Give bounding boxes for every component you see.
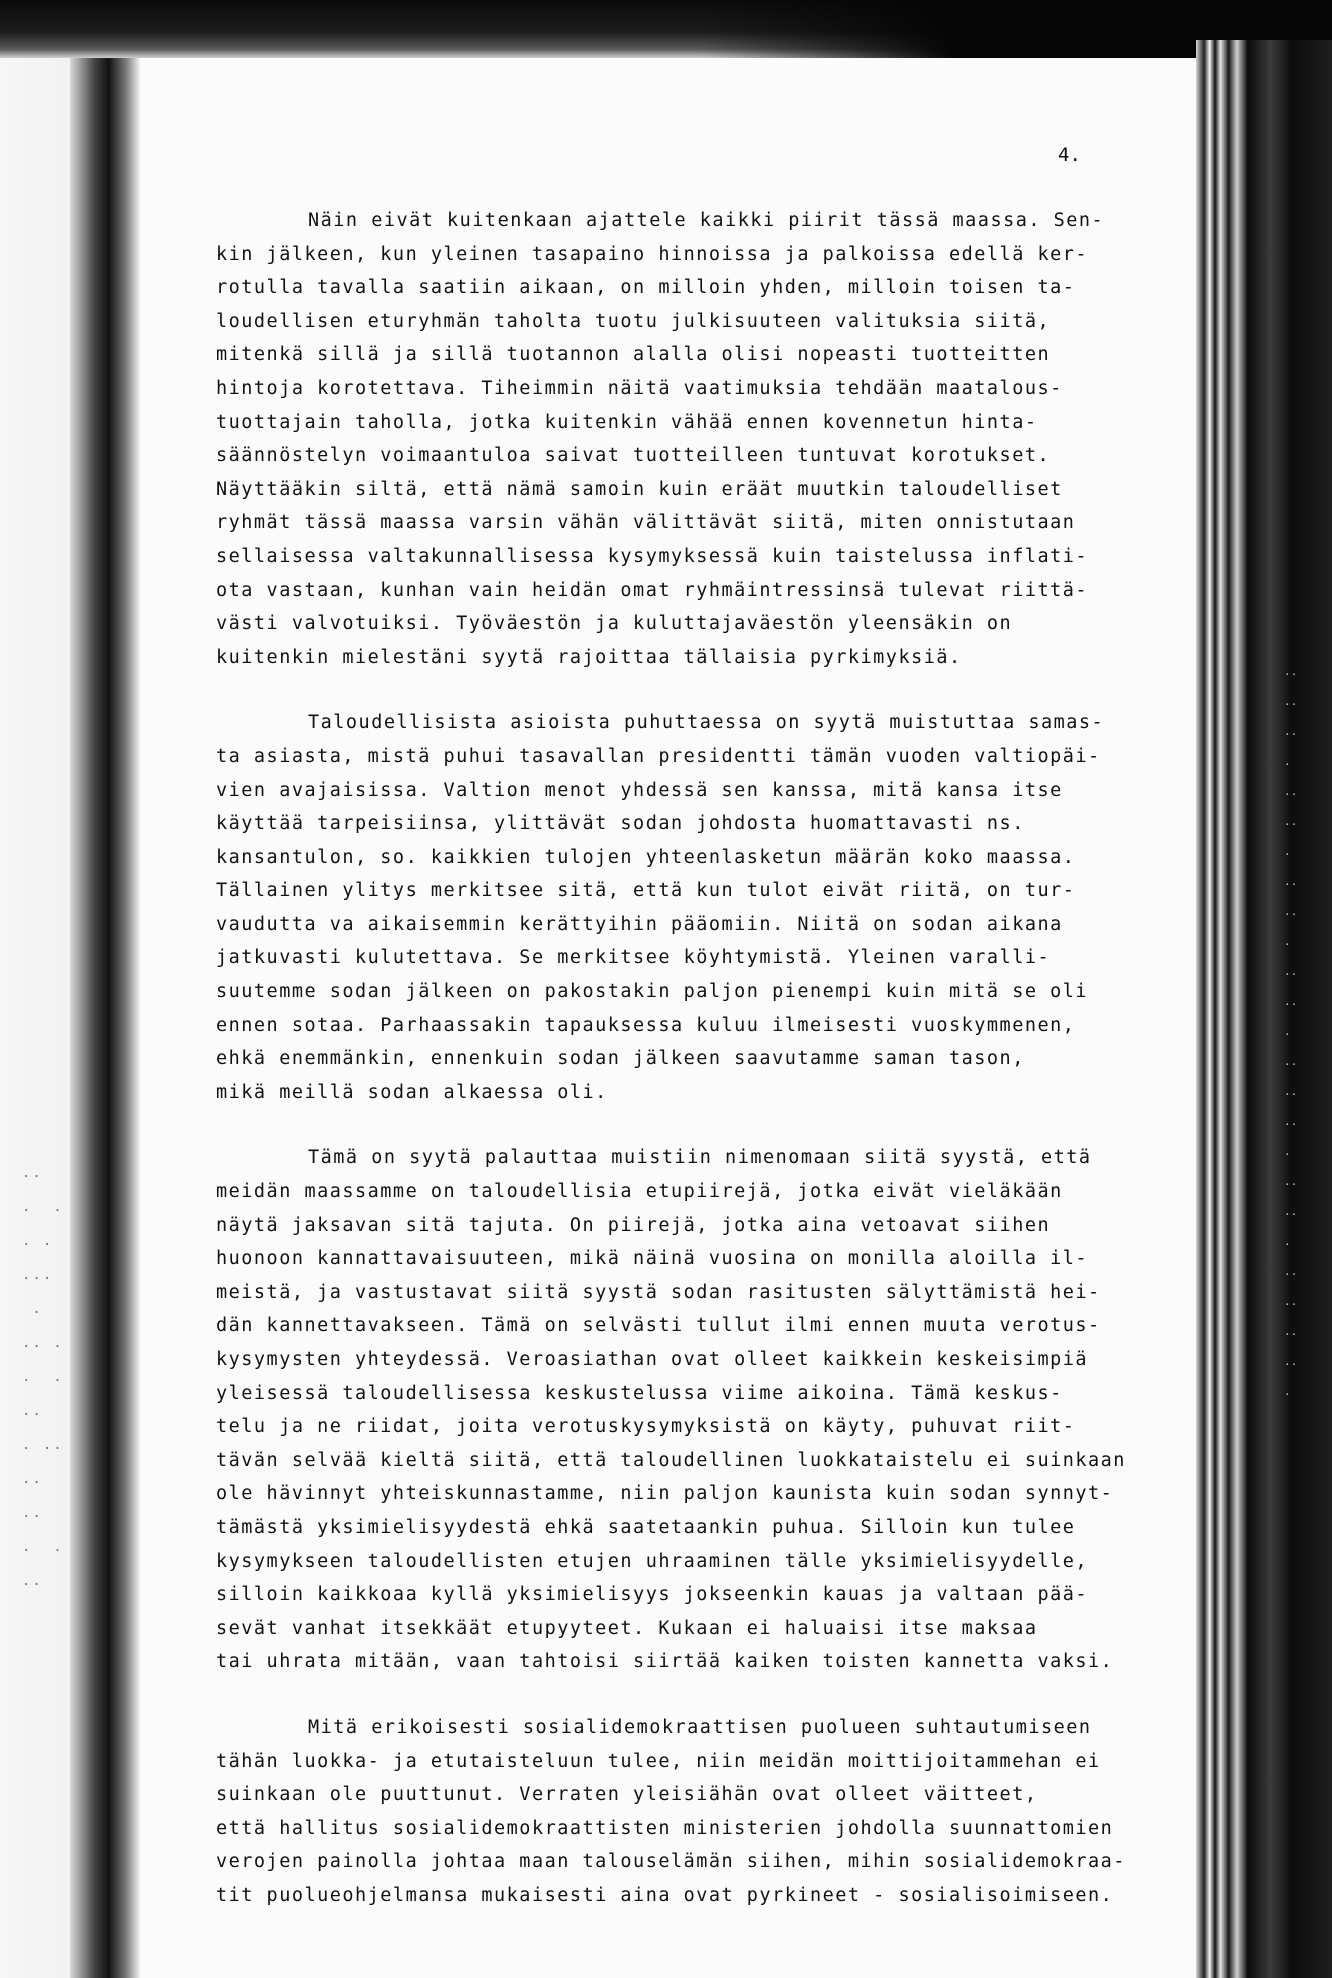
text-line: tähän luokka- ja etutaisteluun tulee, niin meidän moittijoitammehan ei	[216, 1750, 1101, 1772]
text-line: telu ja ne riidat, joita verotuskysymyksistä on käyty, puhuvat riit-	[216, 1416, 1076, 1438]
text-line: vaudutta va aikaisemmin kerättyihin pääomiin. Niitä on sodan aikana	[216, 913, 1063, 935]
scan-top-shadow	[0, 0, 1332, 58]
text-line: kuitenkin mielestäni syytä rajoittaa tällaisia pyrkimyksiä.	[216, 646, 962, 668]
text-line: kysymysten yhteydessä. Veroasiathan ovat olleet kaikkein keskeisimpiä	[216, 1349, 1089, 1370]
paragraph-gap	[216, 1679, 1136, 1711]
text-line: ole hävinnyt yhteiskunnastamme, niin paljon kaunista kuin sodan synnyt-	[216, 1483, 1114, 1505]
text-line: tämästä yksimielisyydestä ehkä saatetaankin puhua. Silloin kun tulee	[216, 1516, 1076, 1538]
text-line: ta asiasta, mistä puhui tasavallan presidentti tämän vuoden valtiopäi-	[216, 745, 1101, 767]
text-line: käyttää tarpeisiinsa, ylittävät sodan johdosta huomattavasti ns.	[216, 813, 1025, 835]
scan-left-bleed-through: ⋅⋅ · ⋅ ⋅ · ⋅⋅· · ·⋅ ⋅ ⋅ · ·⋅ ⋅ ·· ·⋅ ⋅⋅ · ⋅ ⋅·	[22, 1169, 64, 1593]
text-line: kansantulon, so. kaikkien tulojen yhteenlasketun määrän koko maassa.	[216, 846, 1076, 868]
paragraph-2	[216, 706, 1136, 1109]
text-line: näytä jaksavan sitä tajuta. On piirejä, jotka aina vetoavat siihen	[216, 1214, 1051, 1236]
text-line: Taloudellisista asioista puhuttaessa on syytä muistuttaa samas-	[308, 712, 1105, 734]
text-line: sevät vanhat itsekkäät etupyyteet. Kukaan ei haluaisi itse maksaa	[216, 1617, 1038, 1639]
text-line: hintoja korotettava. Tiheimmin näitä vaatimuksia tehdään maatalous-	[216, 377, 1063, 399]
typed-text-body	[216, 204, 1136, 1913]
scan-left-binding-edge	[70, 58, 140, 1978]
text-line: tävän selvää kieltä siitä, että taloudellinen luokkataistelu ei suinkaan	[216, 1449, 1126, 1471]
text-line: dän kannettavakseen. Tämä on selvästi tullut ilmi ennen muuta verotus-	[216, 1315, 1101, 1337]
text-line: ryhmät tässä maassa varsin vähän välittävät siitä, miten onnistutaan	[216, 512, 1076, 534]
text-line: ennen sotaa. Parhaassakin tapauksessa kuluu ilmeisesti vuoskymmenen,	[216, 1014, 1076, 1036]
text-line: rotulla tavalla saatiin aikaan, on milloin yhden, milloin toisen ta-	[216, 277, 1076, 299]
text-line: kin jälkeen, kun yleinen tasapaino hinnoissa ja palkoissa edellä ker-	[216, 243, 1089, 265]
text-line: suinkaan ole puuttunut. Verraten yleisiähän ovat olleet väitteet,	[216, 1784, 1038, 1806]
page-number: 4.	[1058, 144, 1081, 166]
text-line: mikä meillä sodan alkaessa oli.	[216, 1081, 608, 1103]
text-line: silloin kaikkoaa kyllä yksimielisyys jokseenkin kauas ja valtaan pää-	[216, 1584, 1089, 1606]
text-line: tai uhrata mitään, vaan tahtoisi siirtää kaiken toisten kannetta vaksi.	[216, 1651, 1114, 1673]
text-line: vien avajaisissa. Valtion menot yhdessä sen kanssa, mitä kansa itse	[216, 779, 1063, 801]
text-line: yleisessä taloudellisessa keskustelussa viime aikoina. Tämä keskus-	[216, 1382, 1063, 1404]
text-line: ota vastaan, kunhan vain heidän omat ryhmäintressinsä tulevat riittä-	[216, 579, 1089, 601]
text-line: tit puolueohjelmansa mukaisesti aina ovat pyrkineet - sosialisoimiseen.	[216, 1884, 1114, 1906]
paragraph-3	[216, 1141, 1136, 1679]
text-line: Mitä erikoisesti sosialidemokraattisen puolueen suhtautumiseen	[308, 1716, 1092, 1738]
text-line: kysymykseen taloudellisten etujen uhraaminen tälle yksimielisyydelle,	[216, 1550, 1089, 1572]
text-line: sellaisessa valtakunnallisessa kysymyksessä kuin taistelussa inflati-	[216, 545, 1089, 567]
text-line: Tämä on syytä palauttaa muistiin nimenomaan siitä syystä, että	[308, 1147, 1092, 1169]
text-line: suutemme sodan jälkeen on pakostakin paljon pienempi kuin mitä se oli	[216, 981, 1089, 1003]
text-line: meistä, ja vastustavat siitä syystä sodan rasitusten sälyttämistä hei-	[216, 1281, 1101, 1303]
paragraph-4	[216, 1711, 1136, 1913]
text-line: Näyttääkin siltä, että nämä samoin kuin eräät muutkin taloudelliset	[216, 478, 1063, 500]
text-line: tuottajain taholla, jotka kuitenkin vähää ennen kovennetun hinta-	[216, 411, 1038, 433]
text-line: verojen painolla johtaa maan talouselämän siihen, mihin sosialidemokraa-	[216, 1851, 1126, 1873]
scan-right-bleed-through: ⋅· ·⋅ ⋅⋅ · ⋅· ·· ⋅ ·⋅ ⋅· · ⋅⋅ ·⋅ ⋅ ·· ⋅· ·⋅ ⋅ ·⋅ ⋅· · ⋅⋅ ·⋅ ⋅· ·· ⋅	[1284, 668, 1298, 1401]
text-line: Tällainen ylitys merkitsee sitä, että kun tulot eivät riitä, on tur-	[216, 880, 1076, 902]
text-line: huonoon kannattavaisuuteen, mikä näinä vuosina on monilla aloilla il-	[216, 1248, 1089, 1270]
text-line: loudellisen eturyhmän taholta tuotu julkisuuteen valituksia siitä,	[216, 310, 1051, 332]
text-line: jatkuvasti kulutettava. Se merkitsee köyhtymistä. Yleinen varalli-	[216, 947, 1051, 969]
text-line: että hallitus sosialidemokraattisten ministerien johdolla suunnattomien	[216, 1817, 1114, 1839]
text-line: Näin eivät kuitenkaan ajattele kaikki piirit tässä maassa. Sen-	[308, 210, 1105, 231]
paragraph-1	[216, 204, 1136, 674]
text-line: västi valvotuiksi. Työväestön ja kuluttajaväestön yleensäkin on	[216, 613, 1013, 635]
paragraph-gap	[216, 674, 1136, 706]
text-line: mitenkä sillä ja sillä tuotannon alalla olisi nopeasti tuotteitten	[216, 344, 1051, 366]
text-line: säännöstelyn voimaantuloa saivat tuotteilleen tuntuvat korotukset.	[216, 445, 1051, 467]
text-line: ehkä enemmänkin, ennenkuin sodan jälkeen saavutamme saman tason,	[216, 1048, 1025, 1070]
paragraph-gap	[216, 1109, 1136, 1141]
text-line: meidän maassamme on taloudellisia etupiirejä, jotka eivät vieläkään	[216, 1181, 1063, 1203]
